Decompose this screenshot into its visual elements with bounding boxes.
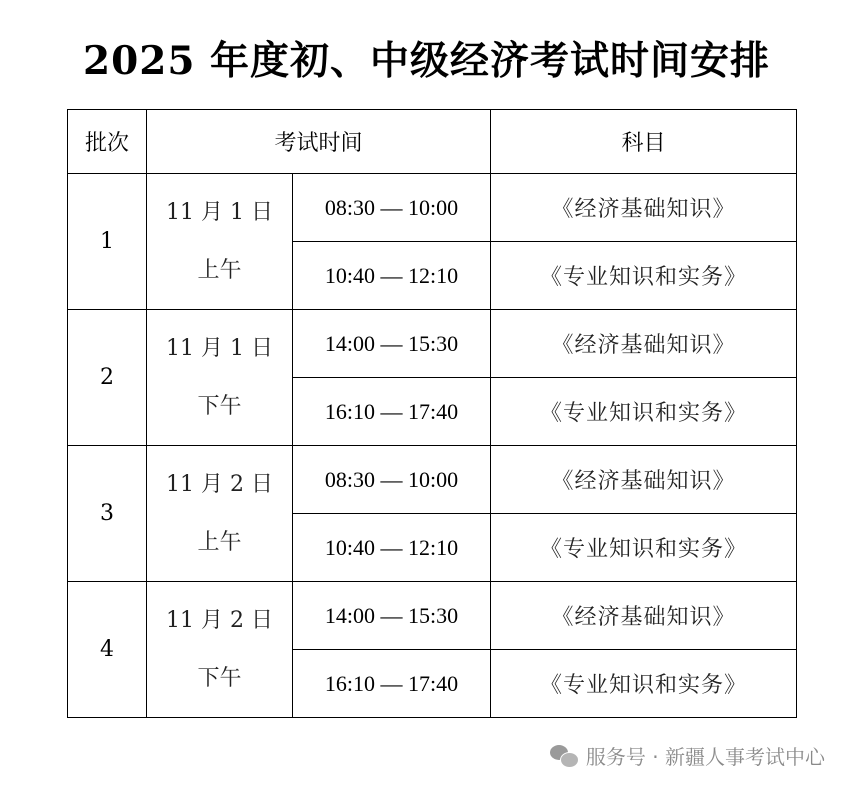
wechat-icon [550,745,578,767]
table-row [68,446,797,514]
batch-number: 2 [68,310,147,446]
session-time: 10:40 — 12:10 [293,242,491,310]
table-row [68,582,797,650]
period-text: 下午 [197,393,242,419]
session-subject: 《经济基础知识》 [491,174,797,242]
batch-date [147,310,293,446]
table-row [68,310,797,378]
header-subject: 科目 [491,110,797,174]
session-subject: 《专业知识和实务》 [491,378,797,446]
date-text: 11 月 1 日 [166,199,273,225]
session-time: 10:40 — 12:10 [293,514,491,582]
session-time: 08:30 — 10:00 [293,446,491,514]
session-subject: 《专业知识和实务》 [491,514,797,582]
page-title: 2025 年度初、中级经济考试时间安排 [82,38,771,84]
period-text: 上午 [197,257,242,283]
exam-schedule-table [67,109,797,718]
date-text: 11 月 2 日 [166,607,273,633]
session-subject: 《专业知识和实务》 [491,650,797,718]
batch-number: 3 [68,446,147,582]
session-time: 16:10 — 17:40 [293,650,491,718]
session-subject: 《经济基础知识》 [491,446,797,514]
period-text: 上午 [197,529,242,555]
header-batch: 批次 [68,110,147,174]
batch-date [147,446,293,582]
watermark [550,741,825,770]
period-text: 下午 [197,665,242,691]
batch-number: 1 [68,174,147,310]
header-time: 考试时间 [147,110,491,174]
session-time: 16:10 — 17:40 [293,378,491,446]
session-subject: 《经济基础知识》 [491,582,797,650]
session-time: 08:30 — 10:00 [293,174,491,242]
session-subject: 《经济基础知识》 [491,310,797,378]
table-header-row [68,110,797,174]
date-text: 11 月 2 日 [166,471,273,497]
session-time: 14:00 — 15:30 [293,310,491,378]
watermark-text: 服务号 · 新疆人事考试中心 [585,745,825,769]
table-row [68,174,797,242]
batch-date [147,174,293,310]
batch-date [147,582,293,718]
session-subject: 《专业知识和实务》 [491,242,797,310]
date-text: 11 月 1 日 [166,335,273,361]
batch-number: 4 [68,582,147,718]
session-time: 14:00 — 15:30 [293,582,491,650]
